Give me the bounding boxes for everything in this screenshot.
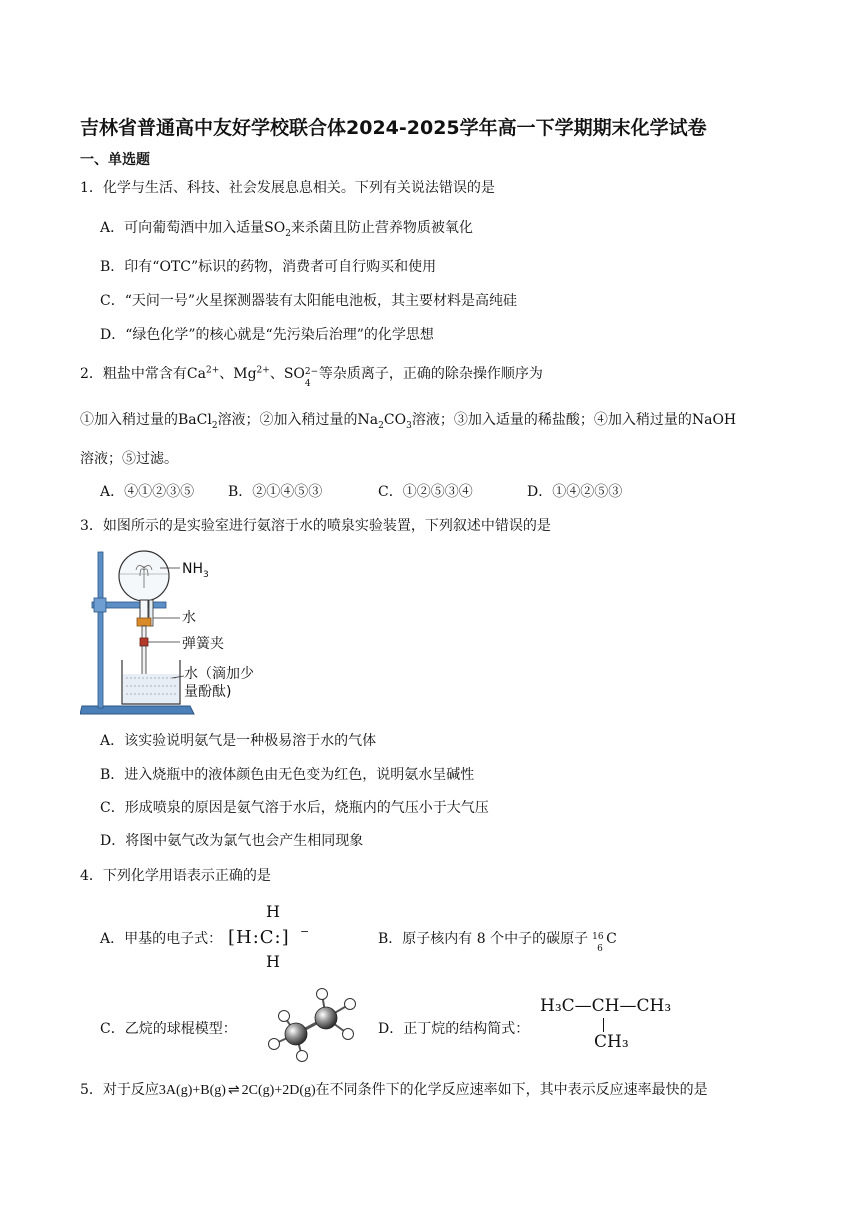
q2-operations: ①加入稍过量的BaCl$_2$溶液；②加入稍过量的$Na_2CO_3$溶液；③加入适量的稀盐酸；④加入稍过量的NaOH [80,412,737,431]
formula-charge: − [300,925,310,938]
formula-main: [H:C:] [228,927,290,948]
q1-stem: 1．化学与生活、科技、社会发展息息相关。下列有关说法错误的是 [80,180,495,196]
methyl-electron-formula [228,902,318,974]
fountain-apparatus-drawing [80,548,280,720]
label-spring-clip: 弹簧夹 [182,636,224,652]
q4-option-d: D．正丁烷的结构简式： [378,1021,530,1037]
q4-option-a: A．甲基的电子式： [100,931,223,947]
ethane-model-drawing [262,986,362,1062]
section-heading: 一、单选题 [80,152,150,168]
structure-branch: CH₃ [594,1032,629,1052]
label-nh3: $NH_3$ [182,561,209,580]
butane-structure-formula [540,996,690,1056]
q3-option-c: C．形成喷泉的原因是氨气溶于水后，烧瓶内的气压小于大气压 [100,800,489,816]
q2-operations-line2: 溶液；⑤过滤。 [80,451,178,467]
q2-option-b: B．②①④⑤③ [228,484,323,500]
q2-option-d: D．①④②⑤③ [527,484,623,500]
q4-stem: 4．下列化学用语表示正确的是 [80,868,271,884]
q3-option-a: A．该实验说明氨气是一种极易溶于水的气体 [100,733,377,749]
q4-option-b: B．原子核内有 8 个中子的碳原子 16 6 C [378,931,617,954]
q1-option-c: C．“天问一号”火星探测器装有太阳能电池板，其主要材料是高纯硅 [100,293,518,309]
formula-h-top: H [266,902,280,921]
q1-option-b: B．印有“OTC”标识的药物，消费者可自行购买和使用 [100,259,437,275]
structure-main-chain: H₃C—CH—CH₃ [540,996,672,1016]
label-water: 水 [182,610,196,626]
formula-h-bottom: H [266,952,280,971]
q4-option-c: C．乙烷的球棍模型： [100,1021,237,1037]
q2-option-c: C．①②⑤③④ [378,484,473,500]
ethane-ball-stick-model [262,986,362,1062]
q3-option-b: B．进入烧瓶中的液体颜色由无色变为红色，说明氨水呈碱性 [100,767,475,783]
label-beaker-phenolphthalein: 量酚酞) [184,684,232,700]
fountain-apparatus-figure [80,548,280,720]
q3-option-d: D．将图中氨气改为氯气也会产生相同现象 [100,833,364,849]
label-beaker-water: 水（滴加少 [184,666,254,682]
q3-stem: 3．如图所示的是实验室进行氨溶于水的喷泉实验装置，下列叙述中错误的是 [80,518,551,534]
q2-option-a: A．④①②③⑤ [100,484,195,500]
structure-branch-bond [603,1018,604,1032]
q1-option-d: D．“绿色化学”的核心就是“先污染后治理”的化学思想 [100,327,434,343]
q1-option-a: A．可向葡萄酒中加入适量$SO_2$来杀菌且防止营养物质被氧化 [100,220,473,239]
q5-stem: 5．对于反应3A(g)+B(g) ⇌ 2C(g)+2D(g)在不同条件下的化学反应速率如下，其中表示反应速率最快的是 [80,1082,708,1098]
q2-stem: 2．粗盐中常含有$Ca^{2+}$、$Mg^{2+}$、SO 2− 4 等杂质离子，正确的除杂操作顺序为 [80,365,543,389]
page-title: 吉林省普通高中友好学校联合体2024-2025学年高一下学期期末化学试卷 [80,117,707,139]
